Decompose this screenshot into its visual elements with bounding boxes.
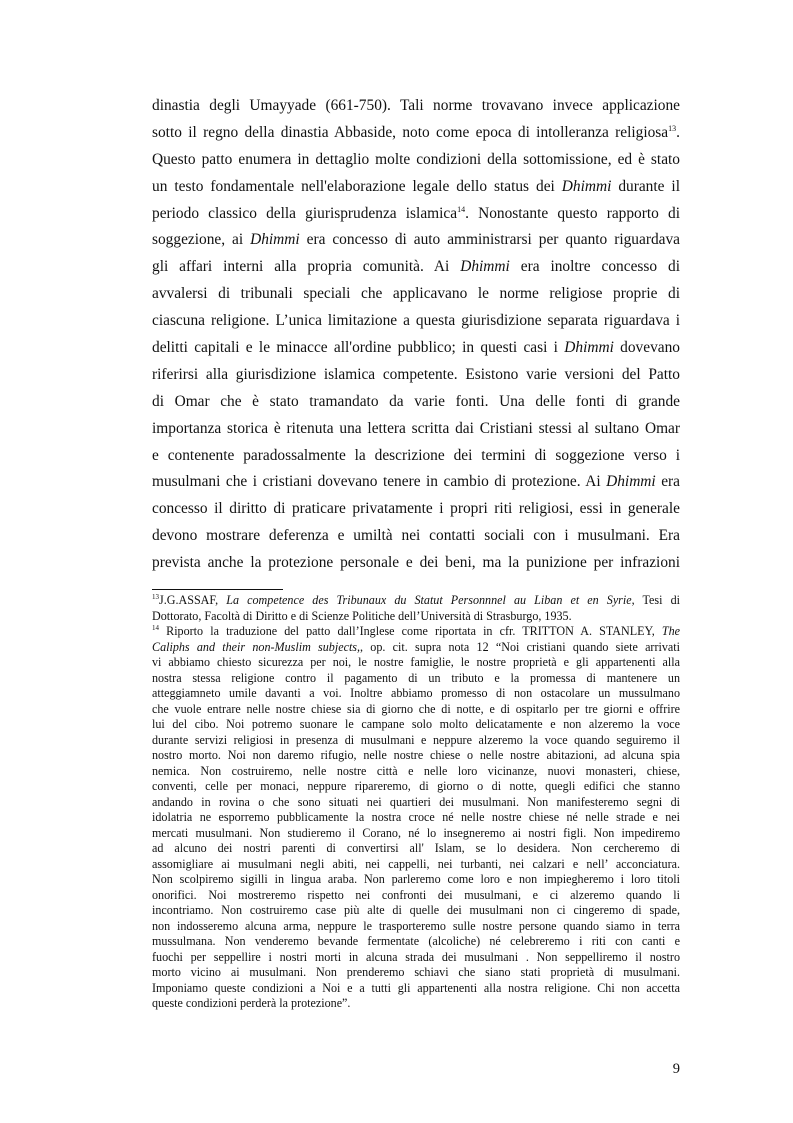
footnote-line xyxy=(152,593,680,609)
text-run: che vuole entrare nelle nostre chiese sia di giorno che di notte, e di ospitarlo per tre giorni e offrire xyxy=(152,701,680,716)
footnote-line xyxy=(152,841,680,857)
text-run: mussulmana. Non venderemo bevande fermentate (alcoliche) né celebreremo i riti con canti e xyxy=(152,934,680,948)
text-run: Riporto la traduzione del patto dall’Inglese come riportata in cfr. TRITTON A. STANLEY, xyxy=(159,624,662,638)
text-run: conventi, celle per monaci, neppure ripareremo, di giorno o di notte, quegli edifici che stanno xyxy=(152,779,680,793)
footnote-line xyxy=(152,717,680,733)
text-run: durante il xyxy=(611,177,680,195)
footnote-line xyxy=(152,872,680,888)
text-run: riferirsi alla giurisdizione islamica competente. Esistono varie versioni del Patto xyxy=(152,365,680,383)
text-run: morto vicino ai musulmani. Non prenderemo schiavi che siano stati proprietà di musulmani. xyxy=(152,965,680,979)
text-run: fuochi per seppellire i nostri morti in alcuna strada dei musulmani . Non seppelliremo il nostro xyxy=(152,949,680,964)
main-text xyxy=(152,93,680,577)
footnote-line xyxy=(152,981,680,997)
footnote-line xyxy=(152,702,680,718)
body-line xyxy=(152,254,680,281)
body-line xyxy=(152,281,680,308)
italic-text: Dhimmi xyxy=(460,258,510,276)
italic-text: Dhimmi xyxy=(561,177,612,195)
text-run: un testo fondamentale nell'elaborazione legale dello status dei xyxy=(152,177,562,195)
footnote-ref: 14 xyxy=(152,624,159,632)
footnote-line xyxy=(152,888,680,904)
body-line xyxy=(152,362,680,389)
italic-text: Dhimmi xyxy=(250,231,300,249)
text-run: periodo classico della giurisprudenza islamica xyxy=(152,204,458,222)
footnote-separator xyxy=(152,589,283,590)
text-run: Questo patto enumera in dettaglio molte condizioni della sottomissione, ed è stato xyxy=(152,150,680,168)
footnote-line xyxy=(152,795,680,811)
text-run: gli affari interni alla propria comunità. Ai xyxy=(152,258,461,276)
text-run: dinastia degli Umayyade (661-750). Tali norme trovavano invece applicazione xyxy=(152,97,680,114)
text-run: prevista anche la protezione personale e dei beni, ma la punizione per infrazioni xyxy=(152,554,680,572)
text-run: era inoltre concesso di xyxy=(509,258,680,276)
text-run: , op. cit. supra nota 12 “Noi cristiani quando siete arrivati xyxy=(360,639,680,654)
text-run: incontriamo. Non costruiremo case più alte di quelle dei musulmani non ci cingeremo di spade, xyxy=(152,903,680,917)
footnote-line xyxy=(152,826,680,842)
italic-text: Caliphs and their non-Muslim subjects, xyxy=(152,639,361,654)
body-line xyxy=(152,443,680,470)
text-run: J.G.ASSAF, xyxy=(159,593,227,607)
body-line xyxy=(152,550,680,577)
text-run: vi abbiamo chiesto sicurezza per noi, le nostre famiglie, le nostre proprietà e gli appartenenti alla xyxy=(152,655,680,669)
footnote-line xyxy=(152,903,680,919)
body-line xyxy=(152,174,680,201)
body-line xyxy=(152,227,680,254)
text-run: devono mostrare deferenza e umiltà nei contatti sociali con i musulmani. Era xyxy=(152,527,680,545)
footnote-line xyxy=(152,810,680,826)
body-line xyxy=(152,335,680,362)
text-run: e contenente paradossalmente la descrizione dei termini di soggezione verso i xyxy=(152,446,680,464)
footnote-ref: 13 xyxy=(668,123,677,133)
footnote-line xyxy=(152,764,680,780)
body-line xyxy=(152,389,680,416)
footnote-line xyxy=(152,934,680,950)
text-run: queste condizioni perderà la protezione”. xyxy=(152,996,351,1010)
text-run: soggezione, ai xyxy=(152,231,251,249)
body-line xyxy=(152,469,680,496)
text-run: ciascuna religione. L’unica limitazione a questa giurisdizione separata riguardava i xyxy=(152,312,680,330)
text-run: mercati musulmani. Non studieremo il Corano, né lo insegneremo ai nostri figli. Non impediremo xyxy=(152,825,680,840)
footnote-line xyxy=(152,748,680,764)
body-line xyxy=(152,496,680,523)
body-line xyxy=(152,201,680,228)
text-run: nemica. Non costruiremo, nelle nostre città e nelle loro vicinanze, nuovi monasteri, chiese, xyxy=(152,763,680,778)
footnote-line xyxy=(152,624,680,640)
footnote-line xyxy=(152,779,680,795)
text-run: sotto il regno della dinastia Abbaside, noto come epoca di intolleranza religiosa xyxy=(152,123,669,141)
footnote-line xyxy=(152,733,680,749)
text-run: Dottorato, Facoltà di Diritto e di Scienze Politiche dell’Università di Strasburgo, 1935. xyxy=(152,608,572,623)
footnote-line xyxy=(152,609,680,625)
footnotes xyxy=(152,593,680,1012)
footnote-line xyxy=(152,965,680,981)
text-run: non indosseremo alcuna arma, neppure le trasporteremo sulle nostre persone quando siamo in terra xyxy=(152,918,680,933)
text-run: di Omar che è stato tramandato da varie fonti. Una delle fonti di grande xyxy=(152,392,680,410)
body-line xyxy=(152,147,680,174)
text-run: onorifici. Noi mostreremo rispetto nei confronti dei musulmani, e ci alzeremo quando li xyxy=(152,887,680,902)
text-run: era concesso di auto amministrarsi per quanto riguardava xyxy=(299,231,680,249)
text-run: andando in rovina o che sono situati nei quartieri dei musulmani. Non manifesteremo segni di xyxy=(152,794,680,809)
text-run: nostra stessa religione contro il pagamento di un tributo e la promessa di mantenere un xyxy=(152,670,680,685)
page-number: 9 xyxy=(672,1061,680,1077)
text-run: lui del cibo. Noi potremo suonare le campane solo molto delicatamente e non alzeremo la voce xyxy=(152,717,680,731)
text-run: nostro morto. Noi non daremo rifugio, nelle nostre chiese o nelle nostre abitazioni, ad alcuna spia xyxy=(152,748,680,762)
text-run: . xyxy=(676,123,680,141)
text-run: idolatria ne esporremo pubblicamente la nostra croce né nelle nostre chiese né nelle strade e nei xyxy=(152,810,680,824)
footnote-line xyxy=(152,950,680,966)
text-run: era xyxy=(655,473,680,491)
footnote-ref: 14 xyxy=(457,204,466,214)
text-run: , Tesi di xyxy=(631,593,680,607)
text-run: Imponiamo queste condizioni a Noi e a tutti gli appartenenti alla nostra religione. Chi non accetta xyxy=(152,980,680,995)
text-run: dovevano xyxy=(613,339,680,357)
text-run: importanza storica è ritenuta una lettera scritta dai Cristiani stessi al sultano Omar xyxy=(152,419,680,437)
footnote-line xyxy=(152,655,680,671)
text-run: Non scolpiremo sigilli in lingua araba. Non parleremo come loro e non impiegheremo i loro titoli xyxy=(152,872,680,886)
text-run: avvalersi di tribunali speciali che applicavano le norme religiose proprie di xyxy=(152,285,680,303)
italic-text: Dhimmi xyxy=(564,339,614,357)
footnote-line xyxy=(152,996,680,1012)
footnote-line xyxy=(152,919,680,935)
body-line xyxy=(152,416,680,443)
italic-text: Dhimmi xyxy=(606,473,656,491)
text-run: assomigliare ai musulmani negli abiti, nei cappelli, nei turbanti, nei calzari e nell’ acconciatura. xyxy=(152,856,680,871)
body-line xyxy=(152,308,680,335)
body-line xyxy=(152,523,680,550)
footnote-line xyxy=(152,857,680,873)
text-run: delitti capitali e le minacce all'ordine pubblico; in questi casi i xyxy=(152,339,565,357)
italic-text: La competence des Tribunaux du Statut Personnnel au Liban et en Syrie xyxy=(226,593,632,607)
text-run: atteggiamneto umile davanti a voi. Inoltre abbiamo promesso di non ostacolare un mussulmano xyxy=(152,686,680,700)
footnote-line xyxy=(152,640,680,656)
footnote-ref: 13 xyxy=(152,593,159,601)
body-line xyxy=(152,93,680,120)
footnote-line xyxy=(152,671,680,687)
text-run: . Nonostante questo rapporto di xyxy=(465,204,680,222)
text-run: ad alcuno dei nostri parenti di convertirsi all' Islam, se lo desidera. Non cercheremo di xyxy=(152,841,680,855)
text-run: concesso il diritto di praticare privatamente i propri riti religiosi, essi in generale xyxy=(152,500,680,518)
text-run: durante servizi religiosi in presenza di musulmani e neppure alzeremo la voce quando seguiremo il xyxy=(152,732,680,747)
italic-text: The xyxy=(661,624,680,638)
text-run: musulmani che i cristiani dovevano tenere in cambio di protezione. Ai xyxy=(152,473,607,491)
body-line xyxy=(152,120,680,147)
footnote-line xyxy=(152,686,680,702)
